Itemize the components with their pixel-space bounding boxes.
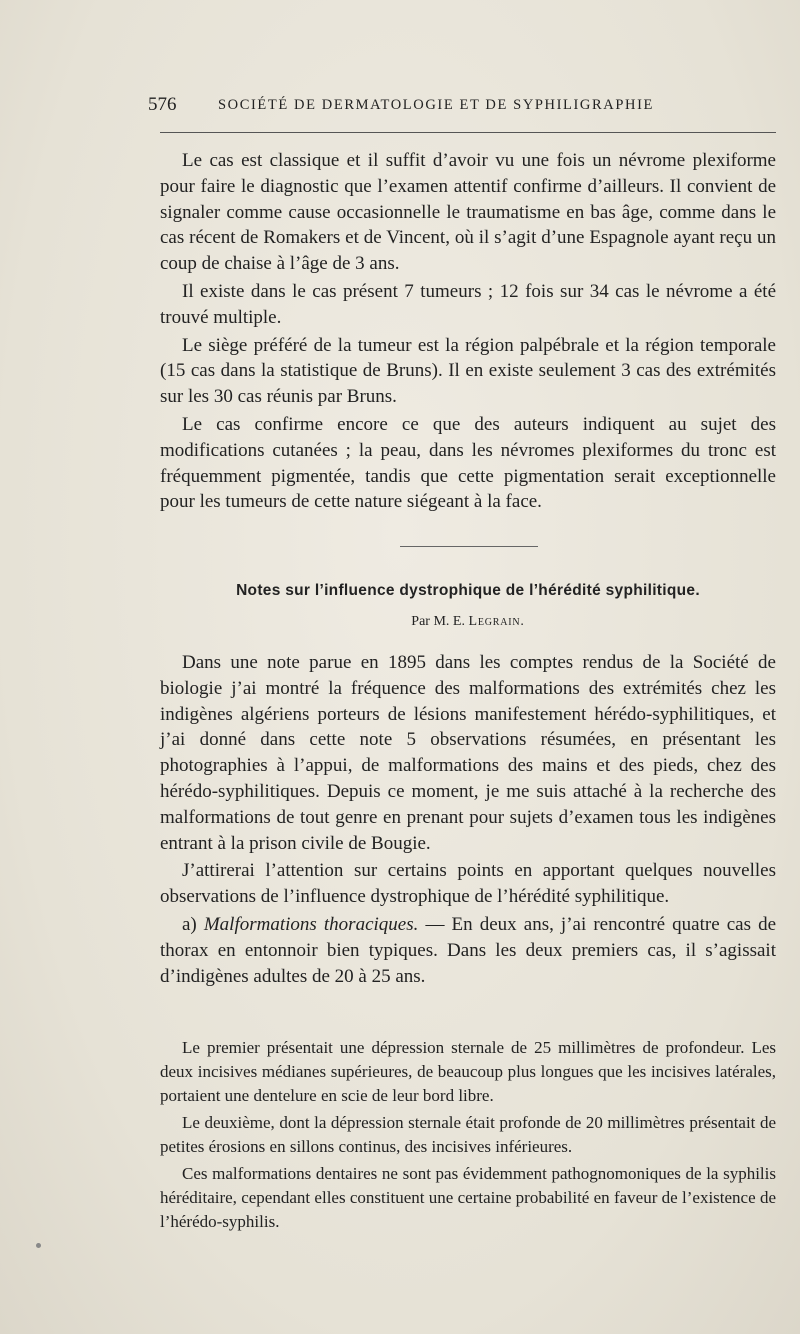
section-separator: [400, 546, 538, 547]
paragraph: Le premier présentait une dépression sternale de 25 millimètres de profondeur. Les deux incisives médianes supérieures, de beaucoup plus longues que les incisives latérales, portaient une dentelure en scie de leur bord libre.: [160, 1038, 776, 1105]
paragraph: Le deuxième, dont la dépression sternale était profonde de 20 millimètres présentait de petites érosions en sillons continus, des incisives inférieures.: [160, 1113, 776, 1156]
malformations-text: — En deux ans, j’ai rencontré quatre cas de thorax en entonnoir bien typiques. Dans les deux premiers cas, il s’agissait d’indigènes adultes de 20 à 25 ans.: [160, 913, 777, 987]
byline: [160, 614, 776, 630]
malformations-paragraph: [160, 912, 776, 989]
header-rule: [160, 132, 776, 133]
paragraph: Le cas est classique et il suffit d’avoir vu une fois un névrome plexiforme pour faire le diagnostic que l’examen attentif confirme d’ailleurs. Il convient de signaler comme cause occasionnelle le traumatisme en bas âge, comme dans le cas récent de Romakers et de Vincent, où il s’agit d’une Espagnole ayant reçu un coup de chaise à l’âge de 3 ans.: [160, 150, 776, 275]
page-number: 576: [148, 94, 177, 115]
running-title: SOCIÉTÉ DE DERMATOLOGIE ET DE SYPHILIGRAPHIE: [218, 97, 654, 113]
paragraph: Dans une note parue en 1895 dans les comptes rendus de la Société de biologie j’ai montré la fréquence des malformations des extrémités chez les indigènes algériens porteurs de lésions manifestement hérédo-syphilitiques, et j’ai donné dans cette note 5 observations résumées, en présentant les photographies à l’appui, de malformations des mains et des pieds, chez des hérédo-syphilitiques. Depuis ce moment, je me suis attaché à la recherche des malformations de tout genre en prenant pour sujets d’examen tous les indigènes entrant à la prison civile de Bougie.: [160, 652, 776, 854]
page-header: [148, 94, 776, 124]
article-title: Notes sur l’influence dystrophique de l’hérédité syphilitique.: [236, 582, 700, 599]
paragraph: Ces malformations dentaires ne sont pas évidemment pathognomoniques de la syphilis héréditaire, cependant elles constituent une certaine probabilité en faveur de l’existence de l’hérédo-syphilis.: [160, 1164, 776, 1231]
margin-spot: [36, 1243, 41, 1248]
case-discussion-section: [160, 148, 776, 517]
author-name: Legrain.: [468, 614, 525, 629]
paragraph: Le cas confirme encore ce que des auteurs indiquent au sujet des modifications cutanées ; la peau, dans les névromes plexiformes du tronc est fréquemment pigmentée, tandis que cette pigmentation serait exceptionnelle pour les tumeurs de cette nature siégeant à la face.: [160, 413, 776, 513]
case-observations: [160, 1036, 776, 1237]
malformations-prefix: a): [182, 913, 197, 935]
malformations-heading: Malformations thoraciques.: [203, 913, 419, 935]
paragraph: J’attirerai l’attention sur certains points en apportant quelques nouvelles observations de l’influence dystrophique de l’hérédité syphilitique.: [160, 860, 776, 908]
byline-prefix: Par M. E.: [411, 614, 465, 629]
paragraph: Le siège préféré de la tumeur est la région palpébrale et la région temporale (15 cas dans la statistique de Bruns). Il en existe seulement 3 cas des extrémités sur les 30 cas réunis par Bruns.: [160, 334, 776, 408]
article-body: [160, 650, 776, 991]
paragraph: Il existe dans le cas présent 7 tumeurs ; 12 fois sur 34 cas le névrome a été trouvé multiple.: [160, 280, 776, 328]
